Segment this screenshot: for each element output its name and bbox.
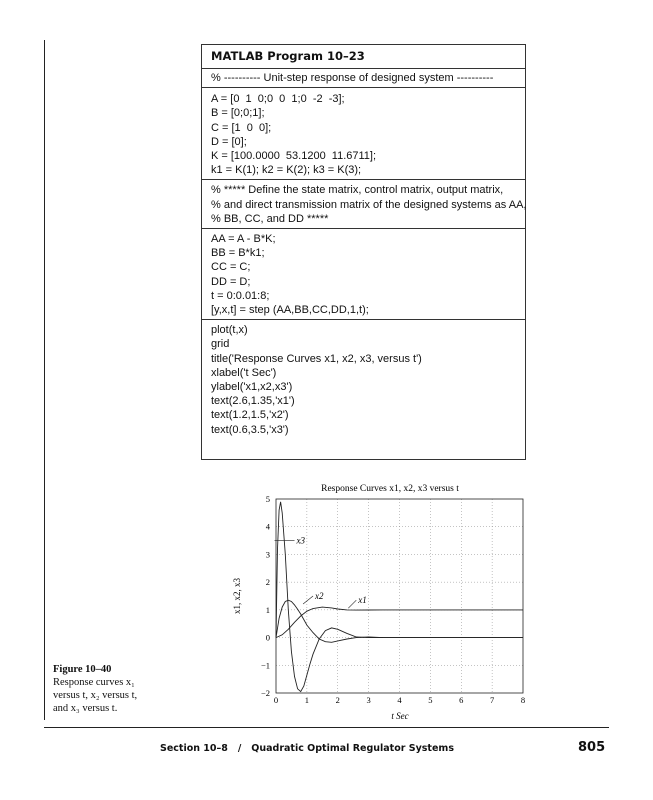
code-line: title('Response Curves x1, x2, x3, versus t') [211, 352, 422, 365]
code-line: xlabel('t Sec') [211, 366, 277, 379]
annotation-label: x3 [296, 535, 306, 546]
y-tick-label: 5 [265, 494, 270, 504]
code-line: % BB, CC, and DD ***** [211, 212, 329, 225]
y-tick-label: 0 [265, 632, 270, 643]
code-line: ylabel('x1,x2,x3') [211, 381, 293, 394]
code-line: t = 0:0.01:8; [211, 289, 270, 302]
x-tick-label: 4 [397, 695, 402, 705]
code-block-4 [211, 323, 516, 437]
y-tick-label: 3 [265, 549, 270, 560]
running-footer [160, 743, 454, 754]
chart-annotations [275, 536, 367, 609]
code-line: k1 = K(1); k2 = K(2); k3 = K(3); [211, 164, 362, 177]
y-tick-label: −2 [260, 688, 270, 698]
code-line: % and direct transmission matrix of the designed systems as AA, [211, 198, 527, 211]
x-tick-label: 3 [366, 695, 371, 705]
series-line-x2 [276, 600, 523, 642]
code-line: BB = B*k1; [211, 247, 265, 260]
annotation-label: x2 [315, 591, 324, 601]
y-tick-label: 1 [265, 604, 270, 615]
y-axis-label: x1, x2, x3 [232, 578, 242, 614]
code-separator [202, 319, 525, 320]
program-title: MATLAB Program 10–23 [202, 45, 525, 69]
x-tick-label: 6 [459, 695, 464, 705]
y-tick-label: 4 [265, 521, 270, 532]
caption-line: versus t, x₂ versus t, [53, 690, 138, 701]
code-line: A = [0 1 0;0 0 1;0 -2 -3]; [211, 93, 345, 106]
footer-separator: / [237, 743, 242, 754]
caption-line: and x₃ versus t. [53, 703, 118, 714]
y-tick-label: −1 [260, 660, 270, 671]
section-title: Quadratic Optimal Regulator Systems [251, 743, 454, 754]
chart-ticks [261, 494, 525, 705]
code-line: plot(t,x) [211, 324, 248, 337]
code-line: text(2.6,1.35,'x1') [211, 395, 295, 408]
x-tick-label: 0 [273, 695, 279, 705]
code-line: DD = D; [211, 275, 251, 288]
code-line: grid [211, 338, 230, 351]
code-line: text(1.2,1.5,'x2') [211, 409, 289, 422]
code-separator [202, 179, 525, 180]
chart-title: Response Curves x1, x2, x3 versus t [321, 484, 459, 494]
code-line: % ***** Define the state matrix, control matrix, output matrix, [211, 184, 504, 197]
code-block-1 [211, 92, 516, 177]
response-chart [220, 478, 540, 728]
margin-rule [44, 40, 45, 720]
x-tick-label: 1 [304, 695, 309, 705]
annotation-leader [348, 600, 356, 608]
page-number: 805 [578, 740, 606, 755]
header-comment: % ---------- Unit-step response of designed system ---------- [202, 71, 525, 88]
footer-rule [44, 727, 609, 728]
code-block-2 [211, 183, 527, 226]
matlab-program-box [201, 44, 526, 460]
annotation-label: x1 [358, 595, 367, 606]
code-line: C = [1 0 0]; [211, 121, 272, 134]
annotation-leader [303, 596, 313, 604]
figure-label: Figure 10–40 [53, 664, 112, 675]
code-line: K = [100.0000 53.1200 11.6711]; [211, 150, 377, 163]
series-line-x3 [276, 502, 523, 692]
code-line: text(0.6,3.5,'x3') [211, 423, 289, 436]
code-block-3 [211, 232, 516, 317]
x-tick-label: 5 [428, 695, 433, 705]
chart-series [276, 502, 523, 692]
x-tick-label: 2 [335, 695, 340, 705]
code-separator [202, 228, 525, 229]
x-tick-label: 8 [520, 695, 526, 705]
code-line: B = [0;0;1]; [211, 107, 265, 120]
section-number: Section 10–8 [160, 743, 228, 754]
program-body [202, 69, 525, 437]
code-line: AA = A - B*K; [211, 233, 276, 246]
code-line: CC = C; [211, 261, 251, 274]
code-line: D = [0]; [211, 135, 247, 148]
y-tick-label: 2 [265, 577, 270, 588]
x-tick-label: 7 [490, 695, 495, 705]
caption-line: Response curves x₁ [53, 677, 135, 688]
x-axis-label: t Sec [391, 711, 409, 721]
figure-caption [53, 663, 143, 715]
code-line: [y,x,t] = step (AA,BB,CC,DD,1,t); [211, 304, 369, 317]
